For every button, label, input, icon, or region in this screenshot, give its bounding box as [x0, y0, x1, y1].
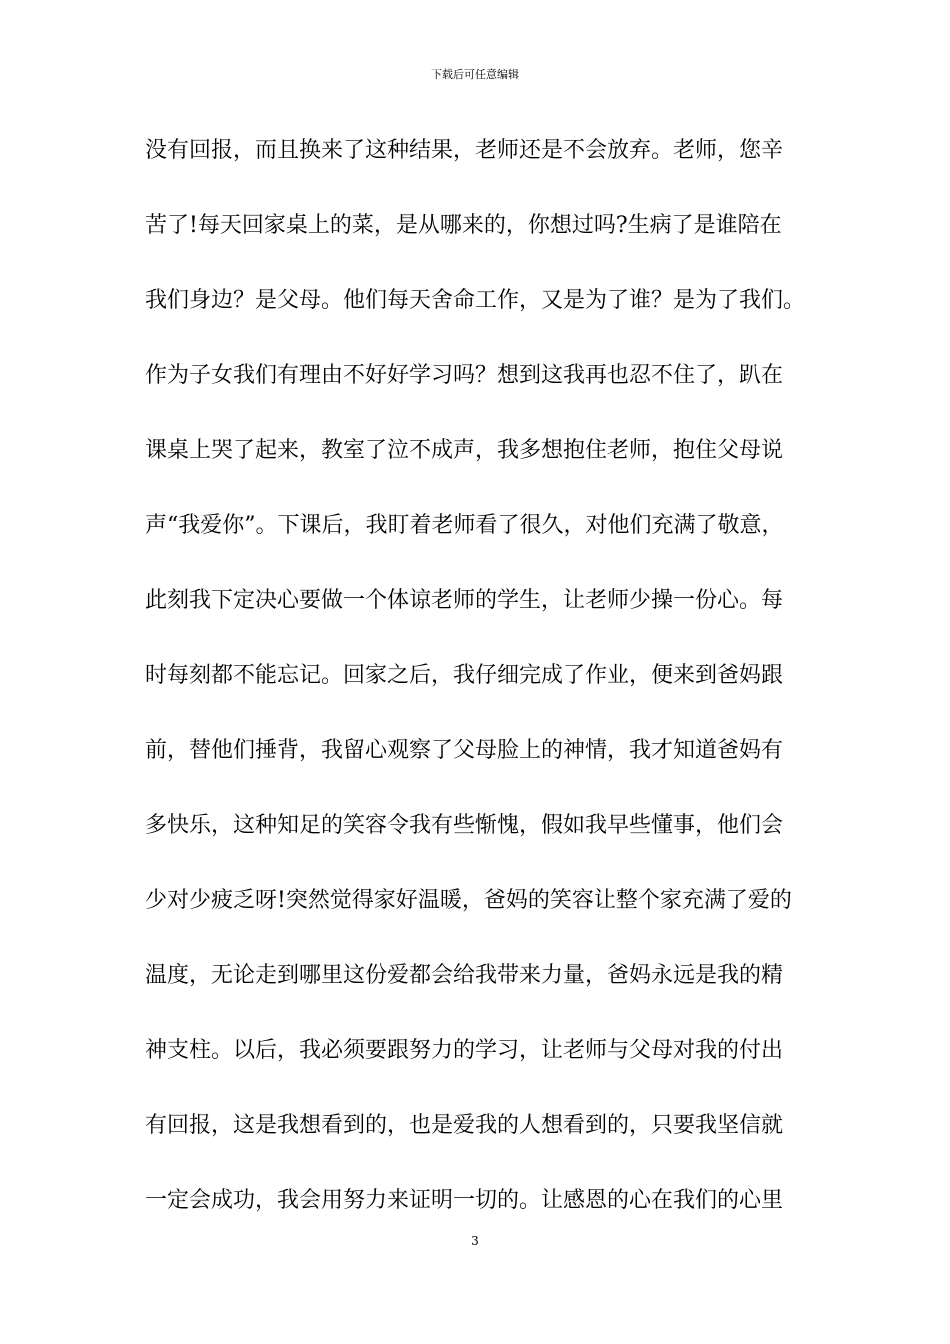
body-line-2: 苦了!每天回家桌上的菜，是从哪来的，你想过吗?生病了是谁陪在 [145, 213, 782, 238]
body-line-9: 前，替他们捶背，我留心观察了父母脸上的神情，我才知道爸妈有 [145, 738, 784, 763]
body-line-12: 温度，无论走到哪里这份爱都会给我带来力量，爸妈永远是我的精 [145, 963, 784, 988]
body-line-15: 一定会成功，我会用努力来证明一切的。让感恩的心在我们的心里 [145, 1188, 784, 1213]
body-line-5: 课桌上哭了起来，教室了泣不成声，我多想抱住老师，抱住父母说 [145, 438, 784, 463]
body-line-13: 神支柱。以后，我必须要跟努力的学习，让老师与父母对我的付出 [145, 1038, 784, 1063]
body-line-1: 没有回报，而且换来了这种结果，老师还是不会放弃。老师，您辛 [145, 138, 784, 163]
body-line-6: 声“我爱你”。下课后，我盯着老师看了很久，对他们充满了敬意， [145, 513, 784, 538]
page-header: 下载后可任意编辑 [431, 68, 519, 81]
body-line-10: 多快乐，这种知足的笑容令我有些惭愧，假如我早些懂事，他们会 [145, 813, 784, 838]
body-line-11: 少对少疲乏呀!突然觉得家好温暖，爸妈的笑容让整个家充满了爱的 [145, 888, 792, 913]
body-line-8: 时每刻都不能忘记。回家之后，我仔细完成了作业，便来到爸妈跟 [145, 663, 784, 688]
body-line-3: 我们身边？是父母。他们每天舍命工作，又是为了谁？是为了我们。 [145, 288, 806, 313]
body-line-7: 此刻我下定决心要做一个体谅老师的学生，让老师少操一份心。每 [145, 588, 784, 613]
body-line-4: 作为子女我们有理由不好好学习吗？想到这我再也忍不住了，趴在 [145, 363, 784, 388]
body-line-14: 有回报，这是我想看到的，也是爱我的人想看到的，只要我坚信就 [145, 1113, 784, 1138]
page-number: 3 [471, 1234, 479, 1248]
